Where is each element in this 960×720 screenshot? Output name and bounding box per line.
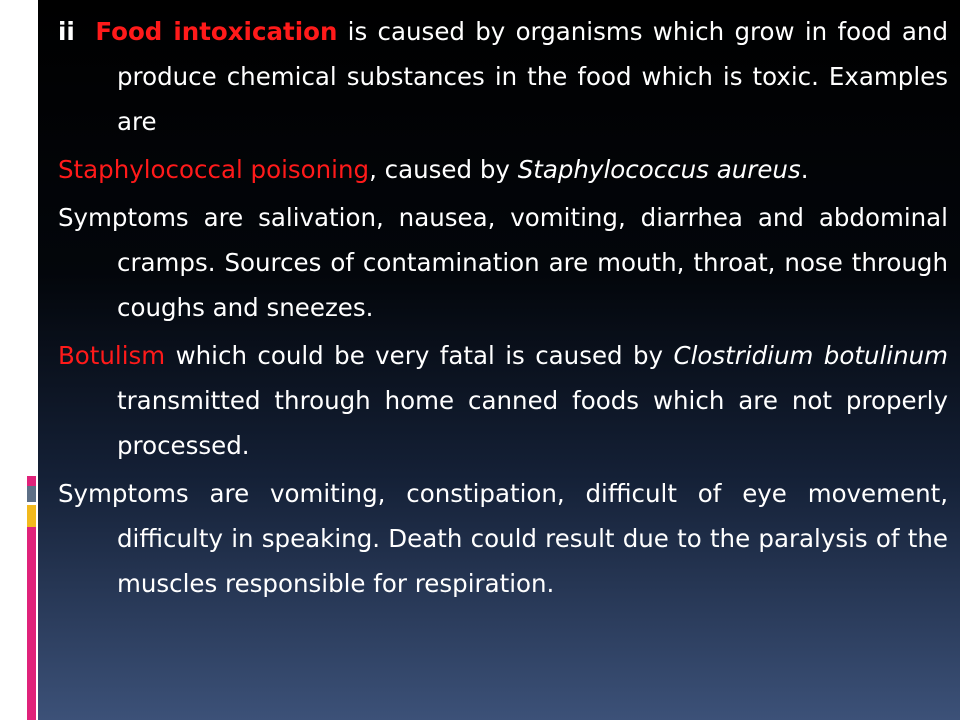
term-food-intoxication: Food intoxication xyxy=(95,17,338,46)
list-marker: ii xyxy=(58,17,75,46)
paragraph-staphylococcal xyxy=(58,147,948,192)
term-botulism: Botulism xyxy=(58,341,166,370)
organism-name: Staphylococcus aureus xyxy=(517,155,801,184)
paragraph-botulism xyxy=(58,333,948,468)
accent-bar-yellow xyxy=(27,505,36,527)
paragraph-food-intoxication xyxy=(58,9,948,144)
organism-name: Clostridium botulinum xyxy=(673,341,948,370)
paragraph-text: transmitted through home canned foods which are not properly processed. xyxy=(117,386,948,460)
paragraph-text: . xyxy=(800,155,809,184)
accent-bar-pink-small xyxy=(27,476,36,486)
paragraph-text: , caused by xyxy=(369,155,518,184)
paragraph-text: is caused by organisms which grow in food and produce chemical substances in the food which is toxic. Examples are xyxy=(117,17,949,136)
slide-body xyxy=(58,9,948,609)
accent-bar-white xyxy=(27,0,36,476)
accent-bar-pink xyxy=(27,527,36,720)
paragraph-text: Symptoms are vomiting, constipation, difficult of eye movement, difficulty in speaking. Death could result due to the paralysis of the muscles responsible for respiration. xyxy=(58,479,948,598)
paragraph-text: which could be very fatal is caused by xyxy=(165,341,674,370)
paragraph-text: Symptoms are salivation, nausea, vomiting, diarrhea and abdominal cramps. Sources of contamination are mouth, throat, nose through coughs and sneezes. xyxy=(58,203,948,322)
term-staphylococcal-poisoning: Staphylococcal poisoning xyxy=(58,155,370,184)
paragraph-symptoms-botulism xyxy=(58,471,948,606)
accent-bar-gray xyxy=(27,486,36,502)
paragraph-symptoms-staph xyxy=(58,195,948,330)
